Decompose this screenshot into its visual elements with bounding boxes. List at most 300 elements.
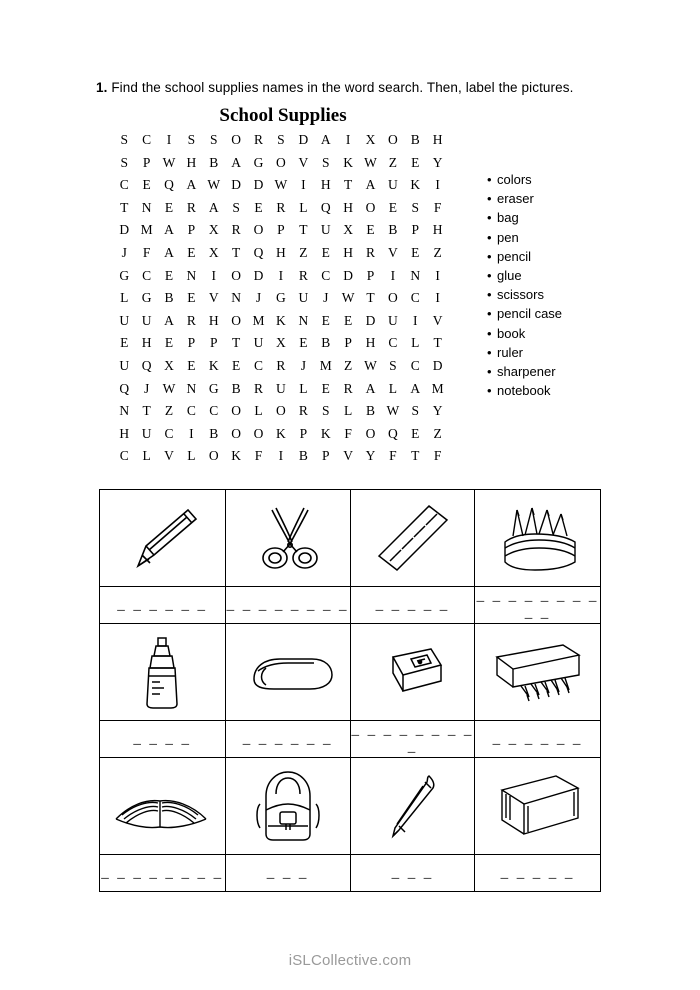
grid-cell: O — [365, 199, 376, 215]
word-list-item — [487, 362, 562, 381]
grid-cell: H — [208, 312, 219, 328]
grid-cell: P — [142, 154, 151, 170]
grid-cell: F — [254, 448, 263, 464]
grid-cell: H — [343, 244, 353, 260]
grid-cell: K — [276, 312, 286, 328]
grid-cell: X — [276, 335, 286, 351]
grid-cell: O — [231, 312, 242, 328]
grid-cell: E — [411, 154, 420, 170]
grid-cell: R — [298, 403, 308, 419]
grid-cell: W — [207, 177, 221, 193]
grid-cell: E — [187, 290, 196, 306]
picture-cell-glue — [100, 624, 226, 721]
scissors-icon — [226, 498, 350, 578]
grid-cell: V — [432, 312, 443, 328]
glue-icon — [100, 630, 225, 714]
picture-label-table — [99, 489, 601, 892]
grid-cell: V — [164, 448, 174, 464]
grid-cell: H — [276, 244, 286, 260]
grid-cell: O — [388, 132, 398, 147]
answer-blank: _ _ _ _ _ _ _ _ — [101, 865, 224, 881]
grid-cell: R — [298, 267, 308, 283]
grid-cell: T — [343, 177, 353, 193]
grid-cell: Q — [119, 380, 130, 396]
grid-cell: U — [119, 312, 130, 328]
grid-cell: R — [276, 357, 286, 373]
grid-cell: U — [119, 357, 130, 373]
instruction-number: 1. — [96, 80, 108, 95]
answer-row — [100, 587, 601, 624]
answer-blank: _ _ _ _ _ _ _ _ _ — [351, 722, 474, 755]
grid-cell: E — [164, 335, 174, 351]
grid-cell: O — [208, 448, 219, 464]
grid-cell: S — [277, 132, 285, 147]
grid-cell: S — [232, 199, 240, 215]
grid-cell: H — [432, 222, 443, 238]
grid-cell: X — [343, 222, 353, 238]
grid-cell: P — [187, 222, 196, 238]
grid-cell: U — [320, 222, 331, 238]
grid-cell: T — [366, 290, 375, 306]
picture-cell-pen — [350, 758, 475, 855]
grid-cell: A — [164, 244, 174, 260]
bullet-icon: • — [487, 344, 492, 360]
grid-cell: K — [410, 177, 421, 193]
grid-cell: C — [142, 132, 152, 147]
grid-cell: K — [343, 154, 353, 170]
answer-blank: _ _ _ _ _ — [375, 597, 450, 613]
word-label: pencil — [497, 248, 531, 264]
grid-row — [113, 287, 449, 310]
wordsearch-title: School Supplies — [219, 105, 347, 126]
grid-cell: Q — [141, 357, 152, 373]
grid-cell: E — [388, 199, 397, 215]
picture-cell-pencil — [100, 490, 226, 587]
grid-cell: B — [321, 335, 331, 351]
word-label: pen — [497, 229, 519, 245]
grid-cell: E — [321, 244, 330, 260]
grid-cell: E — [321, 380, 330, 396]
grid-cell: G — [208, 380, 219, 396]
answer-cell[interactable] — [100, 587, 226, 624]
grid-cell: U — [276, 380, 286, 396]
grid-row — [113, 197, 449, 220]
grid-cell: W — [364, 357, 377, 373]
grid-cell: F — [389, 448, 397, 464]
bullet-icon: • — [487, 268, 492, 284]
word-list — [487, 170, 562, 400]
grid-cell: V — [388, 244, 398, 260]
grid-cell: E — [254, 199, 263, 215]
grid-cell: O — [276, 403, 286, 419]
grid-cell: I — [211, 267, 216, 283]
grid-row — [113, 242, 449, 265]
answer-cell[interactable] — [100, 855, 226, 892]
answer-cell[interactable] — [350, 721, 475, 758]
grid-cell: J — [255, 290, 262, 306]
grid-row — [113, 265, 449, 288]
grid-cell: R — [343, 380, 353, 396]
grid-cell: Z — [299, 244, 308, 260]
grid-cell: U — [253, 335, 264, 351]
grid-cell: E — [142, 177, 151, 193]
grid-cell: S — [321, 154, 330, 170]
answer-blank: _ _ _ _ — [133, 731, 192, 747]
grid-cell: K — [276, 425, 286, 441]
grid-cell: V — [343, 448, 353, 464]
grid-cell: K — [320, 425, 331, 441]
picture-cell-book — [100, 758, 226, 855]
grid-cell: J — [121, 244, 127, 260]
grid-cell: G — [276, 290, 286, 306]
grid-cell: I — [189, 425, 194, 441]
grid-cell: C — [119, 177, 129, 193]
grid-cell: A — [231, 154, 242, 170]
grid-cell: F — [344, 425, 352, 441]
grid-cell: V — [298, 154, 309, 170]
word-label: scissors — [497, 287, 544, 303]
grid-cell: T — [120, 199, 129, 215]
wordsearch-grid — [113, 129, 449, 468]
grid-cell: I — [413, 312, 418, 328]
grid-cell: K — [231, 448, 242, 464]
grid-cell: R — [276, 199, 286, 215]
instruction-line — [96, 80, 573, 95]
grid-cell: N — [186, 380, 197, 396]
grid-row — [113, 400, 449, 423]
grid-cell: A — [410, 380, 421, 396]
grid-cell: W — [162, 380, 176, 396]
grid-cell: S — [120, 132, 128, 147]
grid-cell: W — [274, 177, 288, 193]
grid-cell: O — [388, 290, 398, 306]
grid-cell: L — [388, 380, 397, 396]
ruler-icon — [351, 498, 475, 578]
grid-cell: H — [186, 154, 197, 170]
grid-row — [113, 423, 449, 446]
word-label: bag — [497, 210, 519, 226]
answer-cell[interactable] — [350, 587, 475, 624]
picture-cell-scissors — [225, 490, 350, 587]
grid-cell: L — [411, 335, 420, 351]
grid-cell: S — [411, 403, 420, 419]
word-list-item — [487, 266, 562, 285]
grid-cell: E — [411, 425, 420, 441]
grid-cell: D — [119, 222, 130, 238]
picture-cell-colors — [475, 624, 601, 721]
grid-cell: A — [320, 132, 331, 147]
grid-cell: G — [119, 267, 130, 283]
grid-cell: W — [341, 290, 355, 306]
grid-cell: P — [344, 335, 352, 351]
grid-cell: A — [365, 177, 376, 193]
grid-row — [113, 310, 449, 333]
grid-cell: A — [164, 222, 174, 238]
grid-cell: C — [119, 448, 129, 464]
picture-cell-notebook — [475, 758, 601, 855]
grid-cell: Q — [388, 425, 398, 441]
grid-cell: K — [208, 357, 219, 373]
grid-cell: B — [231, 380, 241, 396]
grid-cell: B — [209, 425, 219, 441]
grid-cell: C — [410, 357, 420, 373]
word-label: colors — [497, 172, 532, 187]
grid-cell: C — [209, 403, 219, 419]
grid-cell: I — [345, 132, 351, 147]
grid-cell: I — [166, 132, 172, 147]
grid-cell: W — [364, 154, 377, 170]
grid-cell: T — [232, 335, 241, 351]
word-list-item — [487, 304, 562, 323]
picture-cell-sharpener — [350, 624, 475, 721]
grid-cell: P — [321, 448, 330, 464]
grid-cell: X — [365, 132, 376, 147]
grid-cell: S — [210, 132, 218, 147]
grid-cell: X — [208, 244, 219, 260]
answer-blank: _ _ _ _ _ — [500, 865, 575, 881]
grid-cell: C — [410, 290, 420, 306]
sharpener-icon — [351, 635, 475, 709]
grid-cell: V — [208, 290, 219, 306]
grid-cell: C — [164, 425, 174, 441]
grid-cell: R — [365, 244, 375, 260]
grid-cell: C — [186, 403, 196, 419]
word-list-item — [487, 247, 562, 266]
grid-cell: U — [388, 312, 398, 328]
grid-cell: M — [319, 357, 332, 373]
grid-cell: O — [231, 267, 242, 283]
book-icon — [100, 769, 225, 843]
grid-cell: N — [141, 199, 152, 215]
grid-cell: S — [411, 199, 420, 215]
grid-cell: D — [253, 177, 264, 193]
instruction-text: Find the school supplies names in the word search. Then, label the pictures. — [111, 80, 574, 95]
grid-cell: L — [254, 403, 263, 419]
grid-cell: L — [142, 448, 151, 464]
grid-cell: E — [120, 335, 129, 351]
word-label: notebook — [497, 383, 551, 399]
grid-cell: M — [140, 222, 153, 238]
bullet-icon: • — [487, 229, 492, 245]
grid-cell: F — [433, 199, 442, 215]
eraser-icon — [226, 639, 350, 705]
grid-cell: M — [431, 380, 444, 396]
grid-cell: P — [299, 425, 308, 441]
grid-cell: I — [390, 267, 396, 283]
grid-cell: N — [298, 312, 309, 328]
grid-cell: N — [186, 267, 197, 283]
grid-cell: B — [388, 222, 398, 238]
grid-cell: N — [231, 290, 242, 306]
grid-cell: P — [411, 222, 420, 238]
grid-cell: D — [365, 312, 376, 328]
pencil-case-icon — [475, 496, 600, 580]
answer-blank: _ _ _ _ _ _ _ _ _ _ — [476, 588, 599, 621]
grid-cell: R — [186, 199, 196, 215]
picture-cell-ruler — [350, 490, 475, 587]
word-list-item — [487, 189, 562, 208]
grid-row — [113, 355, 449, 378]
answer-blank: _ _ _ _ _ _ — [242, 731, 333, 747]
grid-cell: E — [366, 222, 375, 238]
grid-cell: P — [187, 335, 196, 351]
grid-row — [113, 152, 449, 175]
grid-cell: E — [343, 312, 353, 328]
grid-cell: C — [142, 267, 152, 283]
grid-cell: E — [164, 267, 174, 283]
grid-cell: Z — [433, 425, 442, 441]
bullet-icon: • — [487, 287, 492, 303]
grid-cell: R — [186, 312, 196, 328]
grid-cell: R — [254, 380, 264, 396]
word-list-item — [487, 343, 562, 362]
grid-cell: O — [231, 425, 242, 441]
bullet-icon: • — [487, 383, 492, 399]
grid-cell: D — [298, 132, 309, 147]
grid-cell: Z — [433, 244, 442, 260]
grid-cell: E — [187, 244, 196, 260]
grid-cell: H — [343, 199, 353, 215]
grid-row — [113, 219, 449, 242]
word-label: ruler — [497, 344, 524, 360]
answer-blank: _ _ _ — [391, 865, 434, 881]
word-list-item — [487, 208, 562, 227]
word-label: glue — [497, 268, 522, 284]
grid-cell: D — [343, 267, 353, 283]
word-list-item — [487, 170, 562, 189]
grid-cell: I — [435, 177, 440, 193]
grid-cell: Z — [343, 357, 353, 373]
grid-cell: O — [231, 132, 242, 147]
answer-blank: _ _ _ — [266, 865, 309, 881]
answer-cell[interactable] — [475, 587, 601, 624]
grid-cell: F — [142, 244, 151, 260]
grid-cell: E — [299, 335, 308, 351]
answer-blank: _ _ _ _ _ _ — [117, 597, 208, 613]
bullet-icon: • — [487, 248, 492, 264]
grid-cell: H — [119, 425, 130, 441]
grid-cell: L — [299, 199, 308, 215]
word-label: pencil case — [497, 306, 563, 322]
grid-cell: S — [321, 403, 330, 419]
grid-cell: P — [366, 267, 375, 283]
grid-cell: H — [432, 132, 443, 147]
grid-cell: E — [411, 244, 420, 260]
bullet-icon: • — [487, 364, 492, 380]
picture-row — [100, 624, 601, 721]
bullet-icon: • — [487, 325, 492, 341]
answer-row — [100, 855, 601, 892]
grid-cell: Y — [432, 403, 443, 419]
word-list-item — [487, 228, 562, 247]
grid-cell: X — [164, 357, 174, 373]
word-list-item — [487, 381, 562, 400]
grid-cell: S — [187, 132, 196, 147]
grid-cell: U — [298, 290, 309, 306]
grid-row — [113, 332, 449, 355]
footer-text: iSLCollective.com — [288, 952, 412, 969]
grid-cell: I — [435, 267, 440, 283]
grid-cell: Q — [320, 199, 331, 215]
word-label: eraser — [497, 191, 534, 207]
bullet-icon: • — [487, 172, 492, 187]
grid-cell: O — [365, 425, 376, 441]
grid-cell: E — [164, 199, 174, 215]
bullet-icon: • — [487, 210, 492, 226]
notebook-icon — [475, 768, 600, 844]
grid-cell: W — [386, 403, 400, 419]
grid-cell: E — [187, 357, 196, 373]
grid-cell: P — [277, 222, 285, 238]
grid-cell: S — [120, 154, 128, 170]
word-label: book — [497, 325, 526, 341]
grid-cell: W — [162, 154, 176, 170]
answer-blank: _ _ _ _ _ _ _ _ — [226, 597, 349, 613]
grid-cell: C — [321, 267, 331, 283]
grid-cell: N — [119, 403, 130, 419]
grid-cell: O — [253, 425, 264, 441]
word-list-item — [487, 324, 562, 343]
answer-cell[interactable] — [100, 721, 226, 758]
grid-cell: A — [365, 380, 376, 396]
grid-cell: U — [141, 312, 152, 328]
grid-row — [113, 445, 449, 468]
grid-cell: J — [323, 290, 329, 306]
grid-cell: B — [365, 403, 375, 419]
grid-cell: I — [278, 267, 284, 283]
grid-cell: D — [432, 357, 443, 373]
answer-cell[interactable] — [350, 855, 475, 892]
bag-icon — [226, 764, 350, 848]
grid-cell: R — [254, 132, 264, 147]
picture-cell-pencil-case — [475, 490, 601, 587]
grid-cell: H — [141, 335, 152, 351]
grid-cell: Z — [164, 403, 174, 419]
bullet-icon: • — [487, 191, 492, 207]
grid-cell: T — [142, 403, 151, 419]
grid-cell: O — [253, 222, 264, 238]
grid-cell: P — [210, 335, 218, 351]
grid-cell: F — [433, 448, 442, 464]
grid-cell: O — [231, 403, 242, 419]
grid-row — [113, 174, 449, 197]
answer-cell[interactable] — [475, 721, 601, 758]
grid-cell: D — [253, 267, 264, 283]
answer-cell[interactable] — [225, 855, 350, 892]
bullet-icon: • — [487, 306, 492, 322]
grid-cell: U — [388, 177, 398, 193]
grid-cell: C — [254, 357, 264, 373]
grid-cell: E — [321, 312, 330, 328]
answer-row — [100, 721, 601, 758]
answer-cell[interactable] — [225, 721, 350, 758]
grid-cell: G — [253, 154, 264, 170]
grid-cell: H — [365, 335, 376, 351]
grid-cell: L — [343, 403, 353, 419]
word-label: sharpener — [497, 364, 556, 380]
answer-cell[interactable] — [475, 855, 601, 892]
grid-cell: Q — [253, 244, 264, 260]
grid-cell: B — [164, 290, 174, 306]
colors-icon — [475, 635, 600, 709]
answer-cell[interactable] — [225, 587, 350, 624]
grid-cell: E — [232, 357, 241, 373]
grid-cell: G — [141, 290, 152, 306]
grid-cell: D — [231, 177, 242, 193]
grid-cell: A — [186, 177, 197, 193]
grid-cell: J — [300, 357, 306, 373]
word-list-item — [487, 285, 562, 304]
